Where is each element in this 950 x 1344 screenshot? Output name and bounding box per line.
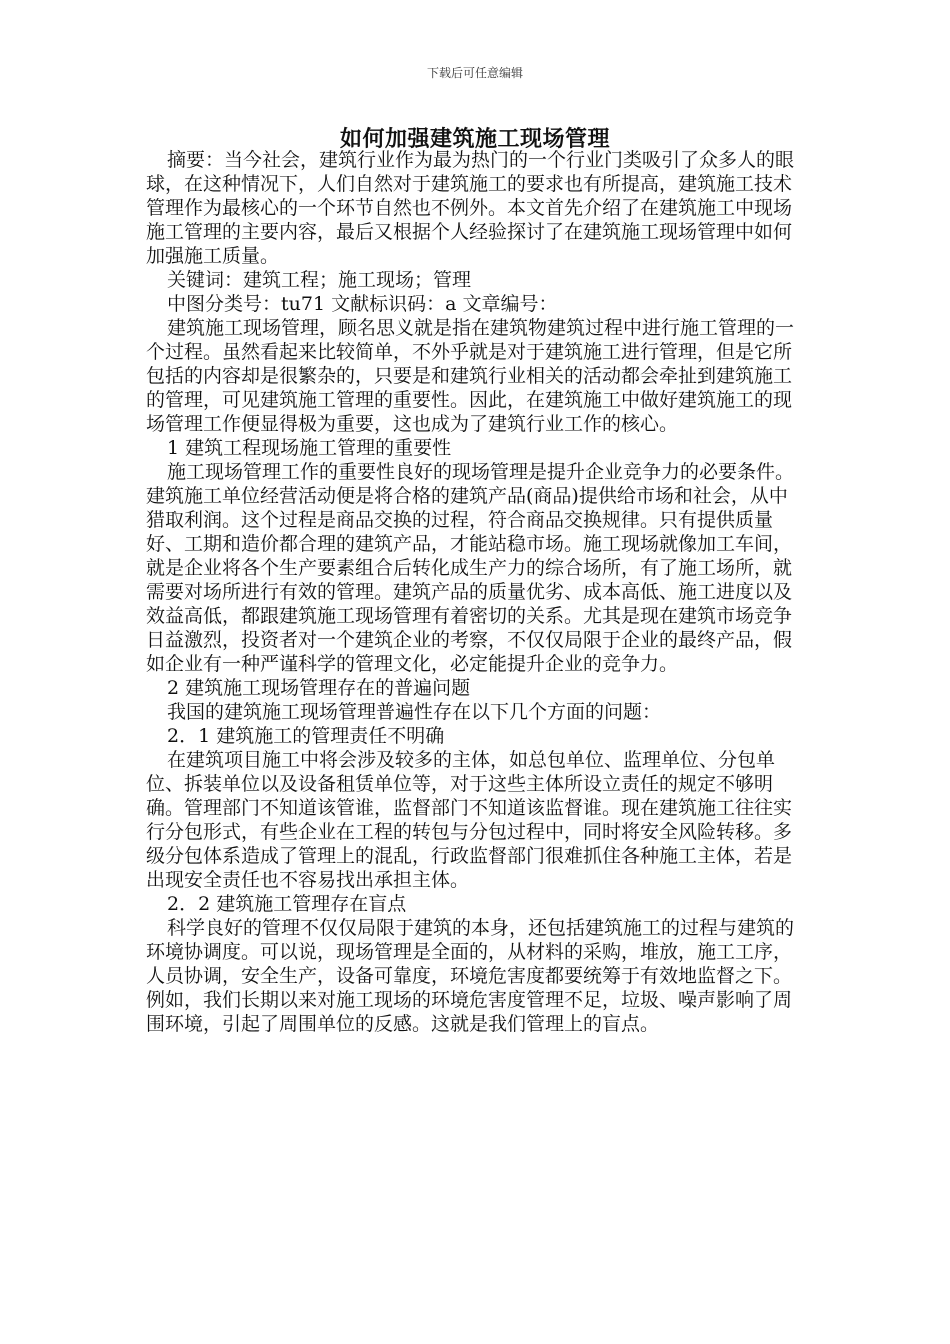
subsection-heading-2-2: 2．2 建筑施工管理存在盲点 xyxy=(167,893,407,915)
paragraph-section-2-2: 科学良好的管理不仅仅局限于建筑的本身，还包括建筑施工的过程与建筑的环境协调度。可以说，现场管理是全面的，从材料的采购，堆放，施工工序，人员协调，安全生产，设备可靠度，环境危害度都要统筹于有效地监督之下。例如，我们长期以来对施工现场的环境危害度管理不足，垃圾、噪声影响了周围环境，引起了周围单位的反感。这就是我们管理上的盲点。 xyxy=(146,917,795,1035)
section-heading-1: 1 建筑工程现场施工管理的重要性 xyxy=(167,437,452,459)
header-note: 下载后可任意编辑 xyxy=(426,66,523,80)
section-heading-2: 2 建筑施工现场管理存在的普遍问题 xyxy=(167,677,471,699)
paragraph-abstract: 摘要：当今社会，建筑行业作为最为热门的一个行业门类吸引了众多人的眼球，在这种情况下，人们自然对于建筑施工的要求也有所提高，建筑施工技术管理作为最核心的一个环节自然也不例外。本文首先介绍了在建筑施工中现场施工管理的主要内容，最后又根据个人经验探讨了在建筑施工现场管理中如何加强施工质量。 xyxy=(146,149,795,267)
subsection-heading-2-1: 2．1 建筑施工的管理责任不明确 xyxy=(167,725,445,747)
paragraph-intro: 建筑施工现场管理，顾名思义就是指在建筑物建筑过程中进行施工管理的一个过程。虽然看起来比较简单，不外乎就是对于建筑施工进行管理，但是它所包括的内容却是很繁杂的，只要是和建筑行业相关的活动都会牵扯到建筑施工的管理，可见建筑施工管理的重要性。因此，在建筑施工中做好建筑施工的现场管理工作便显得极为重要，这也成为了建筑行业工作的核心。 xyxy=(146,317,795,435)
paragraph-classification: 中图分类号：tu71 文献标识码：a 文章编号： xyxy=(167,293,558,315)
paragraph-section-2-intro: 我国的建筑施工现场管理普遍性存在以下几个方面的问题： xyxy=(167,701,662,723)
paragraph-keywords: 关键词：建筑工程；施工现场；管理 xyxy=(167,269,472,291)
paragraph-section-1: 施工现场管理工作的重要性良好的现场管理是提升企业竞争力的必要条件。建筑施工单位经营活动便是将合格的建筑产品(商品)提供给市场和社会，从中猎取利润。这个过程是商品交换的过程，符合商品交换规律。只有提供质量好、工期和造价都合理的建筑产品，才能站稳市场。施工现场就像加工车间，就是企业将各个生产要素组合后转化成生产力的综合场所，有了施工场所，就需要对场所进行有效的管理。建筑产品的质量优劣、成本高低、施工进度以及效益高低，都跟建筑施工现场管理有着密切的关系。尤其是现在建筑市场竞争日益激烈，投资者对一个建筑企业的考察，不仅仅局限于企业的最终产品，假如企业有一种严谨科学的管理文化，必定能提升企业的竞争力。 xyxy=(146,461,795,675)
document-body xyxy=(146,148,796,1036)
paragraph-section-2-1: 在建筑项目施工中将会涉及较多的主体，如总包单位、监理单位、分包单位、拆装单位以及设备租赁单位等，对于这些主体所设立责任的规定不够明确。管理部门不知道该管谁，监督部门不知道该监督谁。现在建筑施工往往实行分包形式，有些企业在工程的转包与分包过程中，同时将安全风险转移。多级分包体系造成了管理上的混乱，行政监督部门很难抓住各种施工主体，若是出现安全责任也不容易找出承担主体。 xyxy=(146,749,793,891)
document-title: 如何加强建筑施工现场管理 xyxy=(339,127,610,152)
